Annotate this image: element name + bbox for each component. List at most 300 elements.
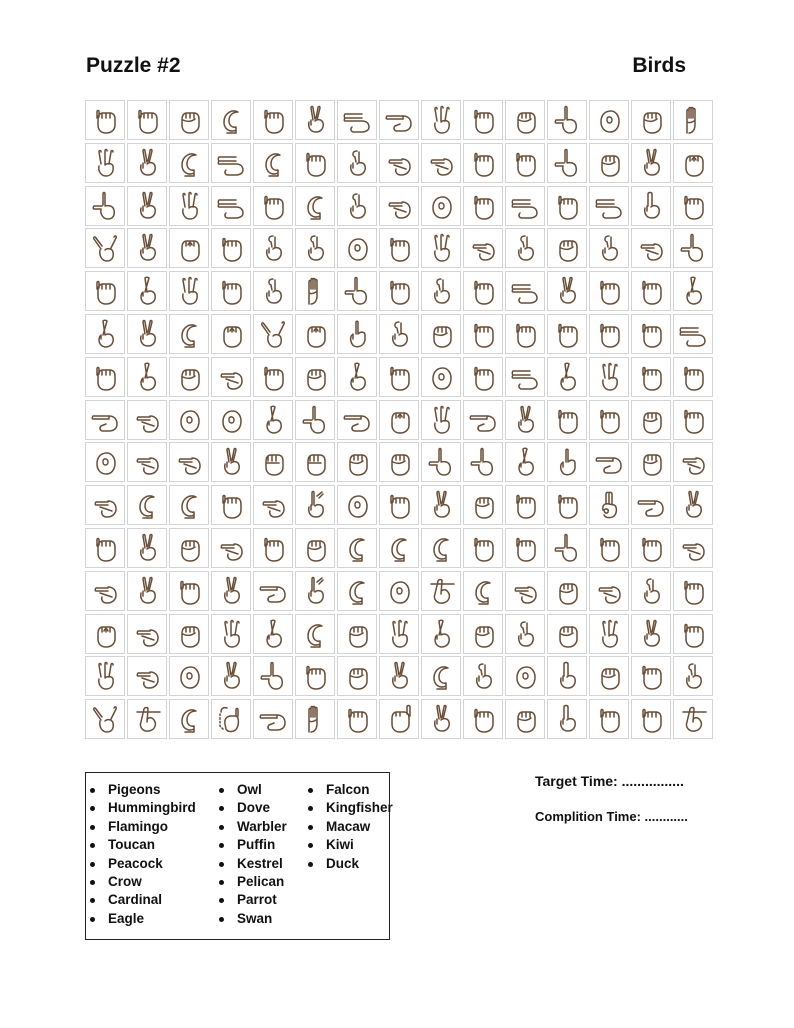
grid-cell[interactable] (337, 485, 377, 525)
grid-cell[interactable] (547, 271, 587, 311)
grid-cell[interactable] (589, 314, 629, 354)
grid-cell[interactable] (169, 271, 209, 311)
grid-cell[interactable] (421, 528, 461, 568)
grid-cell[interactable] (463, 699, 503, 739)
grid-cell[interactable] (631, 442, 671, 482)
grid-cell[interactable] (673, 400, 713, 440)
fist-a-sign-icon (678, 619, 708, 649)
grid-cell[interactable] (295, 699, 335, 739)
grid-cell[interactable] (211, 528, 251, 568)
grid-cell[interactable] (421, 357, 461, 397)
grid-cell[interactable] (379, 571, 419, 611)
grid-cell[interactable] (127, 699, 167, 739)
grid-cell[interactable] (253, 357, 293, 397)
grid-cell[interactable] (253, 271, 293, 311)
grid-cell[interactable] (505, 400, 545, 440)
grid-cell[interactable] (673, 528, 713, 568)
fist-a-sign-icon (678, 405, 708, 435)
grid-cell[interactable] (505, 186, 545, 226)
grid-cell[interactable] (631, 271, 671, 311)
fist-a-sign-icon (636, 704, 666, 734)
grid-cell[interactable] (379, 699, 419, 739)
u-sign-icon (552, 704, 582, 734)
grid-cell[interactable] (295, 186, 335, 226)
u-sign-icon (552, 661, 582, 691)
v-sign-icon (636, 148, 666, 178)
grid-cell[interactable] (85, 271, 125, 311)
grid-cell[interactable] (421, 571, 461, 611)
grid-cell[interactable] (547, 314, 587, 354)
grid-cell[interactable] (463, 143, 503, 183)
l-sign-icon (552, 533, 582, 563)
grid-cell[interactable] (547, 400, 587, 440)
grid-cell[interactable] (589, 228, 629, 268)
grid-cell[interactable] (505, 528, 545, 568)
grid-cell[interactable] (295, 571, 335, 611)
grid-cell[interactable] (211, 442, 251, 482)
grid-cell[interactable] (85, 143, 125, 183)
fist-s-sign-icon (174, 533, 204, 563)
hooked-x-sign-icon (342, 191, 372, 221)
grid-cell[interactable] (127, 571, 167, 611)
grid-cell[interactable] (211, 271, 251, 311)
grid-cell[interactable] (337, 528, 377, 568)
fist-a-sign-icon (468, 276, 498, 306)
grid-cell[interactable] (295, 400, 335, 440)
w-sign-icon (426, 105, 456, 135)
p-sign-icon (132, 661, 162, 691)
grid-cell[interactable] (589, 186, 629, 226)
grid-cell[interactable] (211, 485, 251, 525)
grid-cell[interactable] (505, 314, 545, 354)
grid-cell[interactable] (589, 100, 629, 140)
grid-cell[interactable] (631, 100, 671, 140)
l-sign-icon (468, 447, 498, 477)
grid-cell[interactable] (379, 186, 419, 226)
grid-cell[interactable] (631, 656, 671, 696)
grid-cell[interactable] (253, 571, 293, 611)
grid-cell[interactable] (85, 357, 125, 397)
grid-cell[interactable] (337, 271, 377, 311)
grid-cell[interactable] (127, 528, 167, 568)
fist-a-sign-icon (636, 533, 666, 563)
grid-cell[interactable] (295, 614, 335, 654)
grid-cell[interactable] (295, 143, 335, 183)
grid-cell[interactable] (673, 442, 713, 482)
grid-cell[interactable] (253, 485, 293, 525)
grid-cell[interactable] (211, 699, 251, 739)
grid-cell[interactable] (463, 186, 503, 226)
fist-a-sign-icon (384, 233, 414, 263)
grid-cell[interactable] (547, 614, 587, 654)
grid-cell[interactable] (169, 357, 209, 397)
grid-cell[interactable] (127, 314, 167, 354)
grid-cell[interactable] (169, 656, 209, 696)
grid-cell[interactable] (85, 571, 125, 611)
w-sign-icon (426, 405, 456, 435)
grid-cell[interactable] (169, 228, 209, 268)
grid-cell[interactable] (547, 699, 587, 739)
grid-cell[interactable] (589, 614, 629, 654)
j-sign-icon (216, 704, 246, 734)
grid-cell[interactable] (211, 100, 251, 140)
fist-a-sign-icon (636, 362, 666, 392)
grid-cell[interactable] (421, 143, 461, 183)
bird-word: Toucan (86, 836, 196, 854)
horizontal-h-sign-icon (216, 191, 246, 221)
grid-cell[interactable] (127, 100, 167, 140)
fist-s-sign-icon (636, 405, 666, 435)
grid-cell[interactable] (421, 314, 461, 354)
grid-cell[interactable] (505, 614, 545, 654)
grid-cell[interactable] (463, 485, 503, 525)
grid-cell[interactable] (505, 699, 545, 739)
grid-cell[interactable] (295, 228, 335, 268)
grid-cell[interactable] (421, 400, 461, 440)
grid-cell[interactable] (253, 528, 293, 568)
grid-cell[interactable] (169, 143, 209, 183)
grid-cell[interactable] (169, 485, 209, 525)
fist-a-sign-icon (216, 233, 246, 263)
grid-cell[interactable] (253, 400, 293, 440)
grid-cell[interactable] (505, 357, 545, 397)
grid-cell[interactable] (127, 614, 167, 654)
grid-cell[interactable] (631, 186, 671, 226)
horizontal-h-sign-icon (678, 319, 708, 349)
grid-cell[interactable] (169, 100, 209, 140)
grid-cell[interactable] (505, 656, 545, 696)
grid-cell[interactable] (85, 100, 125, 140)
grid-cell[interactable] (253, 614, 293, 654)
round-o-sign-icon (342, 233, 372, 263)
crossed-fingers-r-sign-icon (132, 276, 162, 306)
grid-cell[interactable] (673, 228, 713, 268)
grid-cell[interactable] (169, 442, 209, 482)
grid-cell[interactable] (379, 143, 419, 183)
grid-cell[interactable] (211, 400, 251, 440)
grid-cell[interactable] (673, 314, 713, 354)
w-sign-icon (90, 661, 120, 691)
fist-a-sign-icon (468, 704, 498, 734)
grid-cell[interactable] (379, 528, 419, 568)
grid-cell[interactable] (253, 100, 293, 140)
grid-cell[interactable] (253, 442, 293, 482)
grid-cell[interactable] (127, 143, 167, 183)
grid-cell[interactable] (169, 571, 209, 611)
grid-cell[interactable] (169, 400, 209, 440)
grid-cell[interactable] (547, 656, 587, 696)
grid-cell[interactable] (85, 186, 125, 226)
grid-cell[interactable] (127, 656, 167, 696)
grid-cell[interactable] (253, 656, 293, 696)
grid-cell[interactable] (673, 186, 713, 226)
grid-cell[interactable] (505, 143, 545, 183)
grid-cell[interactable] (253, 699, 293, 739)
grid-cell[interactable] (379, 614, 419, 654)
fist-a-sign-icon (468, 533, 498, 563)
grid-cell[interactable] (589, 357, 629, 397)
grid-cell[interactable] (547, 143, 587, 183)
curved-c-sign-icon (426, 661, 456, 691)
grid-cell[interactable] (463, 442, 503, 482)
bird-word: Owl (215, 781, 287, 799)
grid-cell[interactable] (421, 656, 461, 696)
grid-cell[interactable] (85, 614, 125, 654)
grid-cell[interactable] (463, 400, 503, 440)
grid-cell[interactable] (127, 485, 167, 525)
grid-cell[interactable] (547, 357, 587, 397)
grid-cell[interactable] (295, 442, 335, 482)
fist-a-sign-icon (384, 276, 414, 306)
grid-cell[interactable] (547, 485, 587, 525)
fist-s-sign-icon (510, 105, 540, 135)
t-sign-icon (678, 148, 708, 178)
hooked-x-sign-icon (384, 319, 414, 349)
grid-cell[interactable] (631, 228, 671, 268)
grid-cell[interactable] (295, 357, 335, 397)
v-sign-icon (510, 405, 540, 435)
grid-cell[interactable] (85, 528, 125, 568)
pinky-i-sign-icon (384, 704, 414, 734)
grid-cell[interactable] (295, 656, 335, 696)
grid-cell[interactable] (589, 656, 629, 696)
crossed-fingers-r-sign-icon (426, 619, 456, 649)
grid-cell[interactable] (379, 656, 419, 696)
grid-cell[interactable] (211, 656, 251, 696)
fist-a-sign-icon (90, 276, 120, 306)
grid-cell[interactable] (589, 271, 629, 311)
grid-cell[interactable] (631, 357, 671, 397)
p-sign-icon (468, 233, 498, 263)
grid-cell[interactable] (631, 143, 671, 183)
grid-cell[interactable] (295, 485, 335, 525)
grid-cell[interactable] (463, 271, 503, 311)
grid-cell[interactable] (547, 186, 587, 226)
grid-cell[interactable] (421, 485, 461, 525)
grid-cell[interactable] (127, 228, 167, 268)
grid-cell[interactable] (295, 271, 335, 311)
grid-cell[interactable] (337, 357, 377, 397)
grid-cell[interactable] (547, 528, 587, 568)
grid-cell[interactable] (169, 528, 209, 568)
bird-word: Falcon (304, 781, 393, 799)
grid-cell[interactable] (211, 614, 251, 654)
grid-cell[interactable] (463, 314, 503, 354)
grid-cell[interactable] (505, 485, 545, 525)
grid-cell[interactable] (337, 143, 377, 183)
grid-cell[interactable] (85, 400, 125, 440)
grid-cell[interactable] (673, 699, 713, 739)
p-sign-icon (426, 148, 456, 178)
grid-cell[interactable] (211, 357, 251, 397)
crossed-fingers-r-sign-icon (258, 619, 288, 649)
grid-cell[interactable] (295, 314, 335, 354)
grid-cell[interactable] (127, 442, 167, 482)
grid-cell[interactable] (169, 314, 209, 354)
grid-cell[interactable] (589, 485, 629, 525)
grid-cell[interactable] (169, 186, 209, 226)
grid-cell[interactable] (85, 442, 125, 482)
grid-cell[interactable] (379, 314, 419, 354)
grid-cell[interactable] (505, 100, 545, 140)
grid-cell[interactable] (463, 571, 503, 611)
fist-a-sign-icon (258, 105, 288, 135)
curved-c-sign-icon (174, 148, 204, 178)
grid-cell[interactable] (589, 442, 629, 482)
grid-cell[interactable] (379, 442, 419, 482)
grid-cell[interactable] (337, 314, 377, 354)
fist-a-sign-icon (384, 362, 414, 392)
grid-cell[interactable] (421, 100, 461, 140)
grid-cell[interactable] (211, 186, 251, 226)
grid-cell[interactable] (379, 100, 419, 140)
grid-cell[interactable] (463, 100, 503, 140)
curved-c-sign-icon (342, 533, 372, 563)
grid-cell[interactable] (463, 357, 503, 397)
grid-cell[interactable] (169, 614, 209, 654)
y-sign-icon (258, 319, 288, 349)
grid-cell[interactable] (589, 571, 629, 611)
fist-a-sign-icon (678, 191, 708, 221)
grid-cell[interactable] (463, 228, 503, 268)
grid-cell[interactable] (85, 314, 125, 354)
grid-cell[interactable] (547, 228, 587, 268)
grid-cell[interactable] (127, 271, 167, 311)
grid-cell[interactable] (253, 228, 293, 268)
p-sign-icon (384, 148, 414, 178)
flat-hand-b-sign-icon (300, 704, 330, 734)
grid-cell[interactable] (421, 442, 461, 482)
grid-cell[interactable] (85, 228, 125, 268)
grid-cell[interactable] (673, 100, 713, 140)
w-sign-icon (426, 233, 456, 263)
grid-cell[interactable] (85, 485, 125, 525)
grid-cell[interactable] (295, 528, 335, 568)
v-sign-icon (216, 447, 246, 477)
grid-cell[interactable] (505, 442, 545, 482)
grid-cell[interactable] (253, 186, 293, 226)
word-list-column-2 (215, 781, 287, 928)
grid-cell[interactable] (379, 357, 419, 397)
v-sign-icon (132, 233, 162, 263)
grid-cell[interactable] (253, 314, 293, 354)
curved-c-sign-icon (384, 533, 414, 563)
v-sign-icon (300, 105, 330, 135)
grid-cell[interactable] (211, 228, 251, 268)
grid-cell[interactable] (673, 614, 713, 654)
grid-cell[interactable] (505, 271, 545, 311)
grid-cell[interactable] (379, 485, 419, 525)
grid-cell[interactable] (337, 656, 377, 696)
bird-word: Puffin (215, 836, 287, 854)
grid-cell[interactable] (169, 699, 209, 739)
crossed-fingers-r-sign-icon (552, 362, 582, 392)
grid-cell[interactable] (505, 571, 545, 611)
grid-cell[interactable] (337, 571, 377, 611)
grid-cell[interactable] (463, 528, 503, 568)
horizontal-h-sign-icon (594, 191, 624, 221)
grid-cell[interactable] (547, 571, 587, 611)
t-sign-icon (216, 319, 246, 349)
fist-a-sign-icon (552, 405, 582, 435)
grid-cell[interactable] (673, 357, 713, 397)
grid-cell[interactable] (421, 186, 461, 226)
grid-cell[interactable] (421, 271, 461, 311)
grid-cell[interactable] (673, 485, 713, 525)
grid-cell[interactable] (337, 186, 377, 226)
hooked-x-sign-icon (594, 233, 624, 263)
grid-cell[interactable] (505, 228, 545, 268)
k-sign-icon (300, 490, 330, 520)
grid-cell[interactable] (337, 442, 377, 482)
p-sign-icon (132, 447, 162, 477)
fist-s-sign-icon (300, 533, 330, 563)
grid-cell[interactable] (631, 528, 671, 568)
grid-cell[interactable] (463, 614, 503, 654)
grid-cell[interactable] (631, 571, 671, 611)
grid-cell[interactable] (85, 656, 125, 696)
grid-cell[interactable] (631, 485, 671, 525)
grid-cell[interactable] (337, 699, 377, 739)
l-sign-icon (300, 405, 330, 435)
grid-cell[interactable] (631, 699, 671, 739)
grid-cell[interactable] (127, 186, 167, 226)
grid-cell[interactable] (253, 143, 293, 183)
grid-cell[interactable] (421, 228, 461, 268)
grid-cell[interactable] (211, 571, 251, 611)
grid-cell[interactable] (673, 271, 713, 311)
grid-cell[interactable] (379, 271, 419, 311)
grid-cell[interactable] (589, 699, 629, 739)
grid-cell[interactable] (127, 357, 167, 397)
fist-s-sign-icon (174, 362, 204, 392)
grid-cell[interactable] (295, 100, 335, 140)
p-sign-icon (174, 447, 204, 477)
grid-cell[interactable] (673, 571, 713, 611)
fist-s-sign-icon (174, 105, 204, 135)
grid-cell[interactable] (547, 442, 587, 482)
grid-cell[interactable] (421, 699, 461, 739)
grid-cell[interactable] (337, 100, 377, 140)
grid-cell[interactable] (337, 614, 377, 654)
grid-cell[interactable] (673, 656, 713, 696)
grid-cell[interactable] (589, 400, 629, 440)
fist-a-sign-icon (468, 319, 498, 349)
v-sign-icon (552, 276, 582, 306)
grid-cell[interactable] (127, 400, 167, 440)
grid-cell[interactable] (337, 228, 377, 268)
grid-cell[interactable] (211, 143, 251, 183)
grid-cell[interactable] (421, 614, 461, 654)
grid-cell[interactable] (631, 614, 671, 654)
grid-cell[interactable] (379, 228, 419, 268)
grid-cell[interactable] (589, 143, 629, 183)
grid-cell[interactable] (673, 143, 713, 183)
p-sign-icon (384, 191, 414, 221)
grid-cell[interactable] (211, 314, 251, 354)
bird-word: Hummingbird (86, 799, 196, 817)
grid-cell[interactable] (631, 314, 671, 354)
grid-cell[interactable] (631, 400, 671, 440)
puzzle-theme: Birds (632, 54, 686, 77)
grid-cell[interactable] (589, 528, 629, 568)
grid-cell[interactable] (337, 400, 377, 440)
grid-cell[interactable] (379, 400, 419, 440)
grid-cell[interactable] (547, 100, 587, 140)
grid-cell[interactable] (463, 656, 503, 696)
curved-c-sign-icon (174, 490, 204, 520)
grid-cell[interactable] (85, 699, 125, 739)
